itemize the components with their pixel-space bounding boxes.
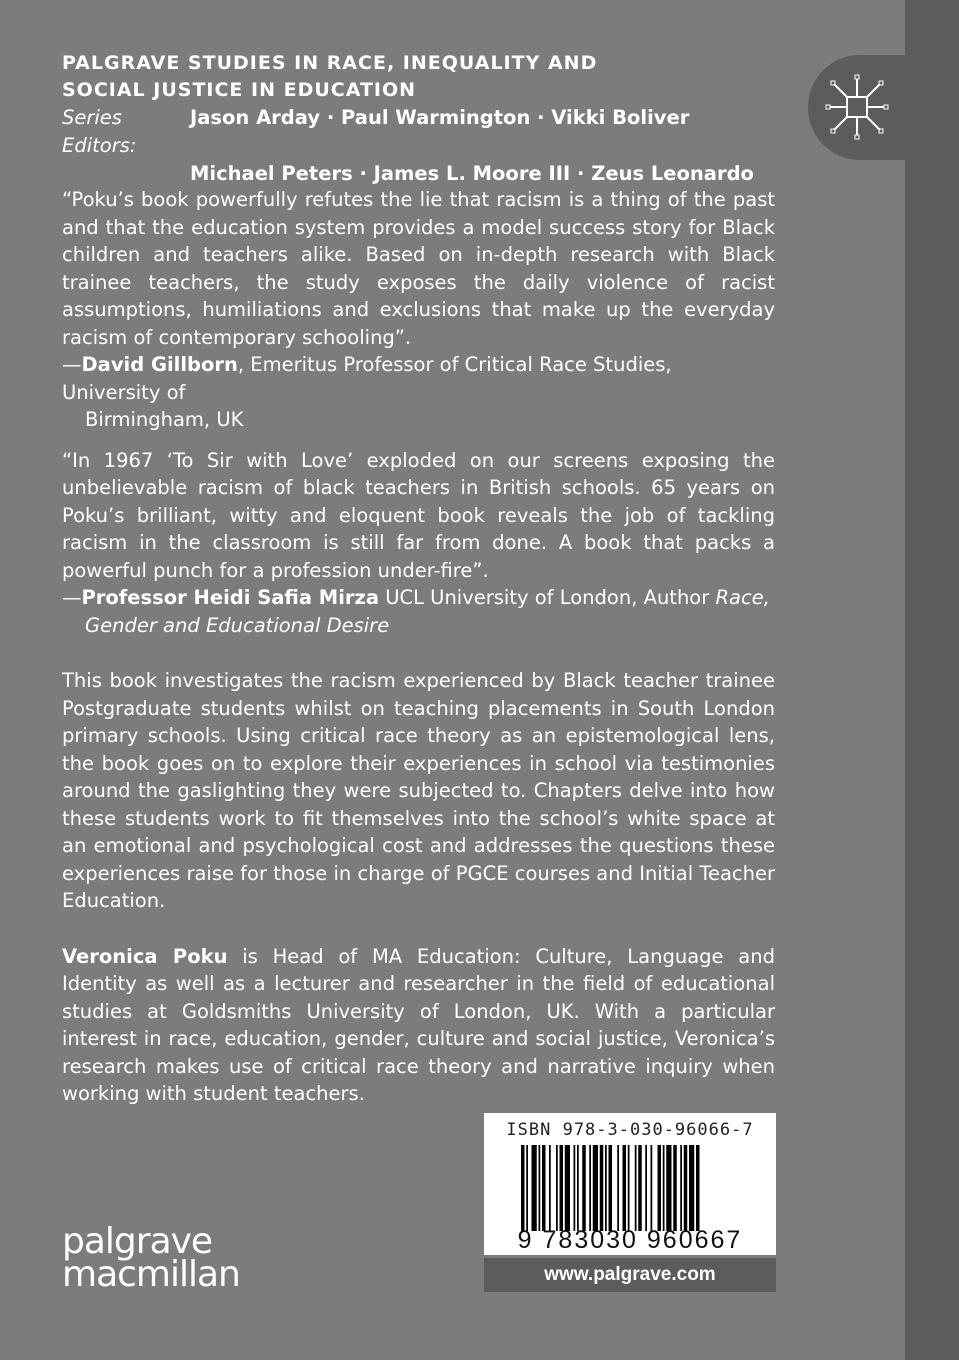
- barcode-bar: [582, 1145, 586, 1231]
- barcode-bar: [521, 1145, 525, 1231]
- endorsement-quote-2: “In 1967 ‘To Sir with Love’ exploded on our screens exposing the unbelievable racism of black teachers in British schools. 65 years on Poku’s brilliant, witty and eloquent book reveals the job of tackling racism in the classroom is still far from done. A book that packs a powerful punch for a profession under-fire”.: [62, 448, 775, 582]
- barcode-bar: [696, 1145, 700, 1231]
- barcode-bar: [560, 1145, 564, 1231]
- endorser-book-title-part1: Race,: [715, 586, 770, 609]
- barcode-bar: [542, 1145, 546, 1231]
- series-header: [62, 50, 802, 188]
- series-editors-row1: [62, 104, 802, 160]
- barcode-icon: [521, 1145, 739, 1231]
- endorser-affiliation-2: UCL University of London, Author: [379, 586, 716, 609]
- author-bio-text: is Head of MA Education: Culture, Language and Identity as well as a lecturer and researcher in the field of educational studies at Goldsmiths University of London, UK. With a particular interest in race, education, gender, culture and social justice, Veronica’s research makes use of critical race theory and narrative inquiry when working with student teachers.: [62, 944, 775, 1105]
- author-name: Veronica Poku: [62, 944, 228, 968]
- isbn-label: ISBN 978-3-030-96066-7: [506, 1120, 754, 1140]
- publisher-website: www.palgrave.com: [484, 1258, 776, 1292]
- barcode-bar: [663, 1145, 665, 1231]
- barcode-bar: [689, 1145, 694, 1231]
- back-cover-content: [62, 186, 775, 1108]
- barcode-digits: 9 783030 960667: [517, 1226, 743, 1254]
- barcode-bar: [565, 1145, 570, 1231]
- endorser-affiliation-1-continued: Birmingham, UK: [85, 408, 244, 431]
- series-editors-names-line2: Michael Peters · James L. Moore III · Zeus Leonardo: [190, 162, 754, 185]
- barcode-bar: [623, 1145, 627, 1231]
- barcode-bar: [609, 1145, 613, 1231]
- series-editors-row2: [62, 160, 802, 188]
- book-description: This book investigates the racism experienced by Black teacher trainee Postgraduate students whilst on teaching placements in South London primary schools. Using critical race theory as an epistemological lens, the book goes on to explore their experiences in school via testimonies around the gaslighting they were subjected to. Chapters delve into how these students work to fit themselves into the school’s white space at an emotional and psychological cost and addresses the questions these experiences raise for those in charge of PGCE courses and Initial Teacher Education.: [62, 669, 775, 912]
- barcode-bar: [605, 1145, 607, 1231]
- series-editors-label: Series Editors:: [62, 106, 137, 157]
- attribution-dash: —: [62, 353, 82, 376]
- barcode-bar: [628, 1145, 630, 1231]
- barcode-bar: [666, 1145, 671, 1231]
- attribution-dash: —: [62, 586, 82, 609]
- barcode-bar: [658, 1145, 662, 1231]
- series-editors-names-line1: Jason Arday · Paul Warmington · Vikki Boliver: [190, 106, 690, 129]
- author-bio: [62, 943, 775, 1108]
- barcode-bar: [577, 1145, 579, 1231]
- barcode-bar: [673, 1145, 677, 1231]
- endorser-name-1: David Gillborn: [81, 353, 238, 376]
- barcode-bar: [684, 1145, 688, 1231]
- barcode-bar: [651, 1145, 653, 1231]
- series-title-line1: PALGRAVE STUDIES IN RACE, INEQUALITY AND: [62, 52, 598, 74]
- endorsement-attribution-1: [62, 351, 775, 406]
- barcode-bar: [526, 1145, 528, 1231]
- barcode-bar: [589, 1145, 591, 1231]
- endorsement-quote-1: “Poku’s book powerfully refutes the lie that racism is a thing of the past and that the education system provides a model success story for Black children and teachers alike. Based on in-depth research with Black trainee teachers, the study exposes the daily violence of racist assumptions, humiliations and exclusions that make up the everyday racism of contemporary schooling”.: [62, 188, 775, 349]
- barcode-bar: [593, 1145, 598, 1231]
- barcode-bar: [680, 1145, 682, 1231]
- endorser-name-2: Professor Heidi Safia Mirza: [81, 586, 380, 609]
- barcode-bar: [539, 1145, 541, 1231]
- barcode-bar: [600, 1145, 604, 1231]
- series-title-line2: SOCIAL JUSTICE IN EDUCATION: [62, 79, 417, 101]
- publisher-logo-line2: macmillan: [62, 1254, 240, 1295]
- barcode-bar: [617, 1145, 619, 1231]
- book-spine: [905, 0, 959, 1360]
- publisher-logo: [62, 1221, 240, 1295]
- barcode-bar: [638, 1145, 642, 1231]
- endorser-affiliation-1: , Emeritus Professor of Critical Race Studies, University of: [62, 353, 672, 404]
- barcode-bar: [556, 1145, 558, 1231]
- barcode-bar: [635, 1145, 637, 1231]
- barcode-bar: [532, 1145, 537, 1231]
- isbn-barcode-box: [484, 1113, 776, 1255]
- endorsement-attribution-2: [62, 584, 775, 612]
- endorser-book-title-part2: Gender and Educational Desire: [85, 613, 390, 637]
- publisher-logo-line1: palgrave: [62, 1221, 213, 1262]
- series-logo-tab: [808, 55, 905, 160]
- barcode-bar: [645, 1145, 647, 1231]
- barcode-bar: [574, 1145, 576, 1231]
- network-logo-icon: [822, 69, 892, 145]
- barcode-bar: [549, 1145, 551, 1231]
